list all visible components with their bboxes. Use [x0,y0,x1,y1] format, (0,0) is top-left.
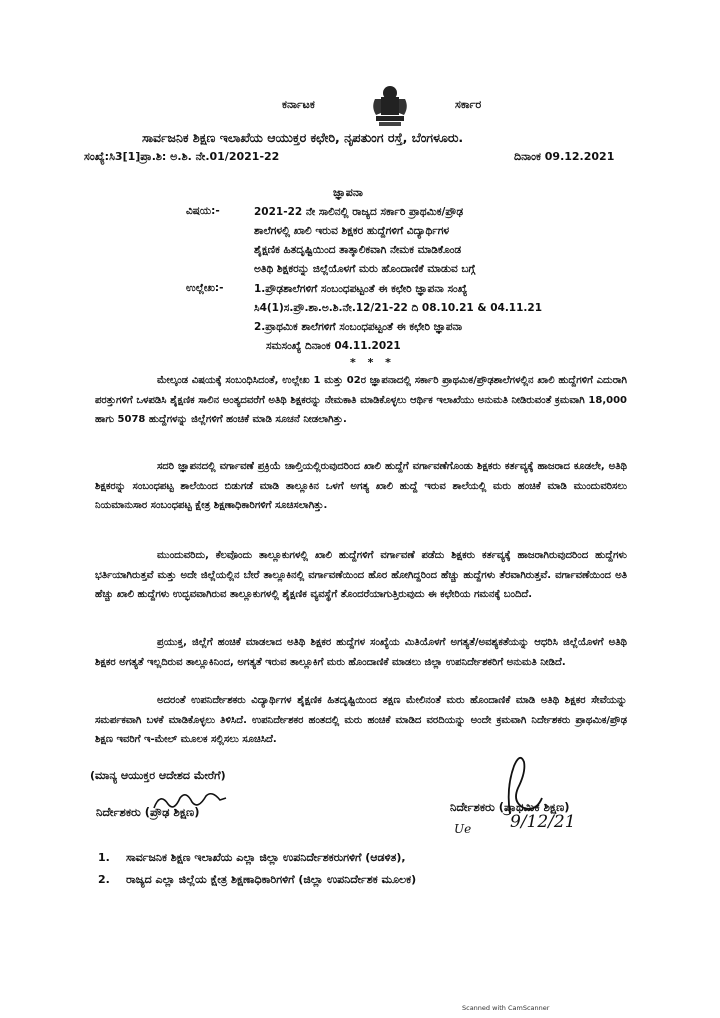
reference-block [254,280,542,356]
reference-label: ಉಲ್ಲೇಖ:- [186,282,224,294]
reference-line: 2.ಪ್ರಾಥಮಿಕ ಶಾಲೆಗಳಿಗೆ ಸಂಬಂಧಪಟ್ಟಂತೆ ಈ ಕಛೇರಿ ಜ್ಞಾಪನಾ [254,321,463,333]
reference-number: ಸಂಖ್ಯೆ:ಸಿ3[1]ಪ್ರಾ.ಶಿ: ಅ.ಶಿ. ನೇ.01/2021-22 [84,150,280,163]
signature-left-title: ನಿರ್ದೇಶಕರು (ಪ್ರೌಢ ಶಿಕ್ಷಣ) [96,805,200,819]
body-paragraph: ಪ್ರಯುಕ್ತ, ಜಿಲ್ಲೆಗೆ ಹಂಚಿಕೆ ಮಾಡಲಾದ ಅತಿಥಿ ಶಿಕ್ಷಕರ ಹುದ್ದೆಗಳ ಸಂಖ್ಯೆಯ ಮಿತಿಯೊಳಗೆ ಅಗತ್ಯತೆ/ಅವಶ್ಯಕತೆಯನ್ನು ಆಧರಿಸಿ ಜಿಲ್ಲೆಯೊಳಗೆ ಅತಿಥಿ ಶಿಕ್ಷಕರ ಅಗತ್ಯತೆ ಇಲ್ಲದಿರುವ ತಾಲ್ಲೂಕಿನಿಂದ, ಅಗತ್ಯತೆ ಇರುವ ತಾಲ್ಲೂಕಿಗೆ ಮರು ಹೊಂದಾಣಿಕೆ ಮಾಡಲು ಜಿಲ್ಲಾ ಉಪನಿರ್ದೇಶಕರಿಗೆ ಅನುಮತಿ ನೀಡಿದೆ. [95,637,627,668]
reference-line: ಸಿ4(1)ಸ.ಪ್ರೌ.ಶಾ.ಅ.ಶಿ.ನೇ.12/21-22 ದಿ 08.10.21 & 04.11.21 [254,302,543,314]
body-paragraph: ಮೇಲ್ಕಂಡ ವಿಷಯಕ್ಕೆ ಸಂಬಂಧಿಸಿದಂತೆ, ಉಲ್ಲೇಖ 1 ಮತ್ತು 02ರ ಜ್ಞಾಪನಾದಲ್ಲಿ ಸರ್ಕಾರಿ ಪ್ರಾಥಮಿಕ/ಪ್ರೌಢಶಾಲೆಗಳಲ್ಲಿನ ಖಾಲಿ ಹುದ್ದೆಗಳಿಗೆ ಎದುರಾಗಿ ಪರತ್ತುಗಳಿಗೆ ಒಳಪಡಿಸಿ ಶೈಕ್ಷಣಿಕ ಸಾಲಿನ ಅಂತ್ಯದವರೆಗೆ ಅತಿಥಿ ಶಿಕ್ಷಕರನ್ನು ನೇಮಕಾತಿ ಮಾಡಿಕೊಳ್ಳಲು ಆರ್ಥಿಕ ಇಲಾಖೆಯು ಅನುಮತಿ ನೀಡಿರುವಂತೆ ಕ್ರಮವಾಗಿ 18,000 ಹಾಗು 5078 ಹುದ್ದೆಗಳನ್ನು ಜಿಲ್ಲೆಗಳಿಗೆ ಹಂಚಿಕೆ ಮಾಡಿ ಸೂಚನೆ ನೀಡಲಾಗಿತ್ತು. [95,375,627,425]
body-paragraph: ಅದರಂತೆ ಉಪನಿರ್ದೇಶಕರು ವಿದ್ಯಾರ್ಥಿಗಳ ಶೈಕ್ಷಣಿಕ ಹಿತದೃಷ್ಟಿಯಿಂದ ತಕ್ಷಣ ಮೇಲಿನಂತೆ ಮರು ಹೊಂದಾಣಿಕೆ ಮಾಡಿ ಅತಿಥಿ ಶಿಕ್ಷಕರ ಸೇವೆಯನ್ನು ಸಮರ್ಪಕವಾಗಿ ಬಳಕೆ ಮಾಡಿಕೊಳ್ಳಲು ತಿಳಿಸಿದೆ. ಉಪನಿರ್ದೇಶಕರ ಹಂತದಲ್ಲಿ ಮರು ಹಂಚಿಕೆ ಮಾಡಿದ ವರದಿಯನ್ನು ಅಂದೇ ಕ್ರಮವಾಗಿ ನಿರ್ದೇಶಕರು ಪ್ರಾಥಮಿಕ/ಪ್ರೌಢ ಶಿಕ್ಷಣ ಇವರಿಗೆ ಇ-ಮೇಲ್ ಮೂಲಕ ಸಲ್ಲಿಸಲು ಸೂಚಿಸಿದೆ. [95,695,627,745]
office-name: ಸಾರ್ವಜನಿಕ ಶಿಕ್ಷಣ ಇಲಾಖೆಯ ಆಯುಕ್ತರ ಕಛೇರಿ, ನೃಪತುಂಗ ರಸ್ತೆ, ಬೆಂಗಳೂರು. [142,130,464,145]
scanner-footer: Scanned with CamScanner [462,1004,550,1012]
karnataka-emblem-icon [370,83,410,129]
section-separator: * * * [350,356,395,369]
body-paragraph: ಸದರಿ ಜ್ಞಾಪನದಲ್ಲಿ ವರ್ಗಾವಣೆ ಪ್ರಕ್ರಿಯೆ ಚಾಲ್ತಿಯಲ್ಲಿರುವುದರಿಂದ ಖಾಲಿ ಹುದ್ದೆಗೆ ವರ್ಗಾವಣೆಗೊಂಡು ಶಿಕ್ಷಕರು ಕರ್ತವ್ಯಕ್ಕೆ ಹಾಜರಾದ ಕೂಡಲೇ, ಅತಿಥಿ ಶಿಕ್ಷಕರನ್ನು ಸಂಬಂಧಪಟ್ಟ ಶಾಲೆಯಿಂದ ಬಿಡುಗಡೆ ಮಾಡಿ ತಾಲ್ಲೂಕಿನ ಒಳಗೆ ಅಗತ್ಯ ಖಾಲಿ ಹುದ್ದೆ ಇರುವ ಶಾಲೆಯಲ್ಲಿ ಮರು ಹಂಚಿಕೆ ಮಾಡಿ ಮುಂದುವರಿಸಲು ನಿಯಮಾನುಸಾರ ಸಂಬಂಧಪಟ್ಟ ಕ್ಷೇತ್ರ ಶಿಕ್ಷಣಾಧಿಕಾರಿಗಳಿಗೆ ಸೂಚಿಸಲಾಗಿತ್ತು. [95,461,627,511]
subject-label: ವಿಷಯ:- [186,205,220,217]
body-paragraph: ಮುಂದುವರಿದು, ಕೆಲವೊಂದು ತಾಲ್ಲೂಕುಗಳಲ್ಲಿ ಖಾಲಿ ಹುದ್ದೆಗಳಿಗೆ ವರ್ಗಾವಣೆ ಪಡೆದು ಶಿಕ್ಷಕರು ಕರ್ತವ್ಯಕ್ಕೆ ಹಾಜರಾಗಿರುವುದರಿಂದ ಹುದ್ದೆಗಳು ಭರ್ತಿಯಾಗಿರುತ್ತವೆ ಮತ್ತು ಅದೇ ಜಿಲ್ಲೆಯಲ್ಲಿನ ಬೇರೆ ತಾಲ್ಲೂಕಿನಲ್ಲಿ ವರ್ಗಾವಣೆಯಿಂದ ಹೊರ ಹೋಗಿದ್ದರಿಂದ ಹೆಚ್ಚು ಹುದ್ದೆಗಳು ತೆರವಾಗಿರುತ್ತವೆ. ವರ್ಗಾವಣೆಯಿಂದ ಅತಿ ಹೆಚ್ಚು ಖಾಲಿ ಹುದ್ದೆಗಳು ಉದ್ಭವವಾಗಿರುವ ತಾಲ್ಲೂಕುಗಳಲ್ಲಿ ಶೈಕ್ಷಣಿಕ ವ್ಯವಸ್ಥೆಗೆ ತೊಂದರೆಯಾಗುತ್ತಿರುವುದು ಈ ಕಛೇರಿಯ ಗಮನಕ್ಕೆ ಬಂದಿದೆ. [95,550,627,600]
signature-right-title: ನಿರ್ದೇಶಕರು (ಪ್ರಾಥಮಿಕ ಶಿಕ್ಷಣ) [450,800,570,814]
subject-line: ಅತಿಥಿ ಶಿಕ್ಷಕರನ್ನು ಜಿಲ್ಲೆಯೊಳಗೆ ಮರು ಹೊಂದಾಣಿಕೆ ಮಾಡುವ ಬಗ್ಗೆ [254,263,476,275]
memo-date: ದಿನಾಂಕ 09.12.2021 [514,150,615,163]
signature-handwritten-date: 9/12/21 [510,812,576,832]
subject-line: 2021-22 ನೇ ಸಾಲಿನಲ್ಲಿ ರಾಜ್ಯದ ಸರ್ಕಾರಿ ಪ್ರಾಥಮಿಕ/ಪ್ರೌಢ [254,206,464,218]
memo-title: ಜ್ಞಾಪನಾ [333,186,363,199]
signature-initials: Ue [454,822,472,836]
header-right-label: ಸರ್ಕಾರ [455,98,482,111]
copy-list-item: 2. ರಾಜ್ಯದ ಎಲ್ಲಾ ಜಿಲ್ಲೆಯ ಕ್ಷೇತ್ರ ಶಿಕ್ಷಣಾಧಿಕಾರಿಗಳಿಗೆ (ಜಿಲ್ಲಾ ಉಪನಿರ್ದೇಶಕ ಮೂಲಕ) [98,873,417,886]
reference-line: ಸಮಸಂಖ್ಯೆ ದಿನಾಂಕ 04.11.2021 [266,340,401,352]
subject-line: ಶೈಕ್ಷಣಿಕ ಹಿತದೃಷ್ಟಿಯಿಂದ ತಾತ್ಕಾಲಿಕವಾಗಿ ನೇಮಕ ಮಾಡಿಕೊಂಡ [254,244,462,256]
order-line: (ಮಾನ್ಯ ಆಯುಕ್ತರ ಆದೇಶದ ಮೇರೆಗೆ) [90,769,226,782]
subject-block [254,203,475,279]
subject-line: ಶಾಲೆಗಳಲ್ಲಿ ಖಾಲಿ ಇರುವ ಶಿಕ್ಷಕರ ಹುದ್ದೆಗಳಿಗೆ ವಿದ್ಯಾರ್ಥಿಗಳ [254,225,450,237]
copy-list-item: 1. ಸಾರ್ವಜನಿಕ ಶಿಕ್ಷಣ ಇಲಾಖೆಯ ಎಲ್ಲಾ ಜಿಲ್ಲಾ ಉಪನಿರ್ದೇಶಕರುಗಳಿಗೆ (ಆಡಳಿತ), [98,851,406,864]
reference-line: 1.ಪ್ರೌಢಶಾಲೆಗಳಿಗೆ ಸಂಬಂಧಪಟ್ಟಂತೆ ಈ ಕಛೇರಿ ಜ್ಞಾಪನಾ ಸಂಖ್ಯೆ [254,283,468,295]
header-left-label: ಕರ್ನಾಟಕ [282,98,315,111]
